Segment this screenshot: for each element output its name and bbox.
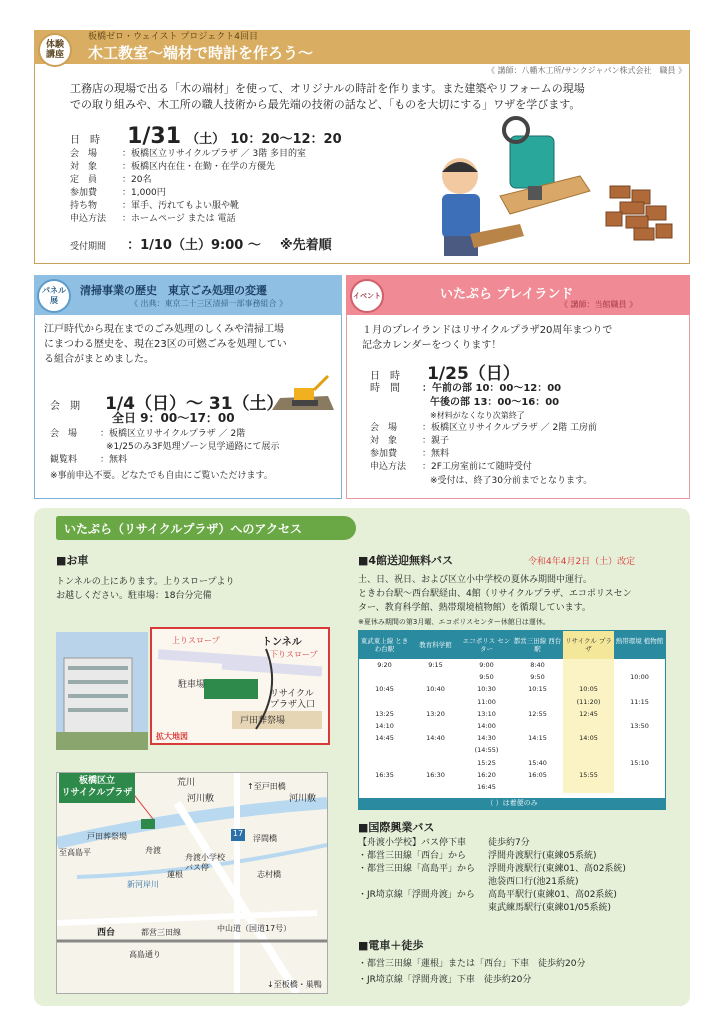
workshop-info-row: 申込方法 ：ホームページ または 電話 <box>70 214 236 224</box>
workshop-date-value: 1/31 <box>127 124 182 149</box>
car-text-2: お越しください。駐車場：18台分完備 <box>56 591 212 601</box>
bus-cell <box>614 708 665 720</box>
workshop-date-time: 10：20～12：20 <box>230 132 342 147</box>
bus-cell: 13:50 <box>630 721 649 730</box>
area-map-label: 板橋区立 リサイクルプラザ <box>59 773 135 803</box>
map-route-17: 17 <box>231 829 245 841</box>
bus-cell <box>410 781 461 793</box>
bus-cell: 9:20 <box>377 661 392 669</box>
bus-cell: (14:55) <box>474 746 499 755</box>
panel-desc-2: にまつわる歴史を、現在23区の可燃ごみを処理してい <box>44 339 287 350</box>
map-shingashi: 新河岸川 <box>127 880 159 889</box>
bus-cell: 15:10 <box>630 758 649 767</box>
bus-cell: 12:55 <box>528 709 547 718</box>
event-badge: イベント <box>350 279 384 313</box>
map-arakawa: 荒川 <box>177 778 196 788</box>
bus-cell <box>563 720 614 732</box>
bus-heading: ■4館送迎無料バス <box>358 554 454 567</box>
kokusai-row: ・都営三田線「高島平」から 浮間舟渡駅行(東練01、高02系統) <box>358 864 626 874</box>
bus-row <box>359 720 665 732</box>
bus-cell: 16:35 <box>375 770 394 779</box>
workshop-info-row: 参加費 ：1,000円 <box>70 188 166 198</box>
car-text-1: トンネルの上にあります。上りスロープより <box>56 577 235 587</box>
bus-cell: 16:45 <box>477 782 496 791</box>
bus-row <box>359 781 665 793</box>
bus-row <box>359 744 665 756</box>
panel-source: 《 出典：東京二十三区清掃一部事務組合 》 <box>130 299 288 308</box>
workshop-desc-1: 工務店の現場で出る「木の端材」を使って、オリジナルの時計を作ります。また建築やリフォームの現場 <box>70 82 585 95</box>
bus-cell <box>359 744 410 756</box>
zoom-tunnel: トンネル <box>262 637 302 648</box>
bus-cell <box>410 696 461 708</box>
event-info-row: 参加費 ：無料 <box>370 449 450 459</box>
bus-cell: 16:30 <box>426 770 445 779</box>
map-mita-line: 都営三田線 <box>141 928 181 937</box>
zoom-down-slope: 下りスロープ <box>270 650 318 659</box>
event-time-pm: 午後の部 13：00～16：00 <box>430 397 560 408</box>
bus-row <box>359 757 665 769</box>
panel-desc-3: る組合がまとめました。 <box>44 354 154 365</box>
event-info-row: 申込方法 ：2F工房室前にて随時受付 <box>370 462 532 472</box>
bus-cell: 8:40 <box>530 661 545 669</box>
bus-cell: 9:15 <box>428 661 443 669</box>
event-info-row: 会 場 ：板橋区立リサイクルプラザ ／ 2階 工房前 <box>370 423 598 433</box>
bus-text-1: 土、日、祝日、および区立小中学校の夏休み期間中運行。 <box>358 575 593 585</box>
bus-cell <box>563 659 614 671</box>
bus-timetable <box>358 630 666 810</box>
bus-cell <box>614 744 665 756</box>
bus-cell <box>512 781 563 793</box>
workshop-title: 木工教室～端材で時計を作ろう～ <box>88 44 314 62</box>
bus-cell <box>512 720 563 732</box>
bus-cell <box>359 696 410 708</box>
map-funado-school: 舟渡小学校 バス停 <box>185 853 225 872</box>
access-title: いたぷら（リサイクルプラザ）へのアクセス <box>64 522 302 536</box>
bus-text-2: ときわ台駅～西台駅経由、4館（リサイクルプラザ、エコポリスセン <box>358 589 632 599</box>
bus-cell: 10:00 <box>630 673 649 682</box>
event-info-row: 対 象 ：親子 <box>370 436 450 446</box>
kokusai-row: 池袋西口行(池21系統) <box>488 877 579 887</box>
workshop-project: 板橋ゼロ・ウェイスト プロジェクト4回目 <box>88 32 258 42</box>
panel-note: ※事前申込不要。どなたでも自由にご覧いただけます。 <box>50 471 273 481</box>
bus-cell <box>614 769 665 781</box>
bus-cell <box>512 744 563 756</box>
bus-text-3: ター、教育科学館、熱帯環境植物館）を循環しています。 <box>358 603 591 613</box>
bus-cell <box>410 671 461 683</box>
bus-cell: 9:50 <box>479 673 494 682</box>
woodworking-illustration <box>420 116 680 256</box>
building-photo <box>56 632 148 750</box>
workshop-info-row: 会 場 ：板橋区立リサイクルプラザ ／ 3階 多目的室 <box>70 149 307 159</box>
bus-cell <box>359 781 410 793</box>
bus-row <box>359 732 665 744</box>
workshop-info-row: 定 員 ：20名 <box>70 175 152 185</box>
bus-cell: 14:00 <box>477 721 496 730</box>
train-route-2: ・JR埼京線「浮間舟渡」下車 徒歩約20分 <box>358 975 532 985</box>
workshop-info-list <box>70 148 306 226</box>
panel-period-hours: 全日 9：00～17：00 <box>112 411 235 425</box>
bus-cell <box>563 757 614 769</box>
bus-cell <box>614 732 665 744</box>
bus-cell: (11:20) <box>563 696 614 708</box>
map-to-toda: ↑至戸田橋 <box>247 782 286 791</box>
bus-row <box>359 671 665 683</box>
zoom-caption: 拡大地図 <box>156 732 188 741</box>
map-hasune: 蓮根 <box>167 870 183 879</box>
bus-cell <box>614 659 665 671</box>
bus-rows <box>359 659 665 793</box>
bus-footer: （ ）は着便のみ <box>359 798 665 809</box>
panel-title: 清掃事業の歴史 東京ごみ処理の変遷 <box>80 284 267 297</box>
train-heading: ■電車＋徒歩 <box>358 939 424 952</box>
map-nishidai: 西台 <box>97 928 116 938</box>
bus-cell: 15:55 <box>563 769 614 781</box>
bus-cell: 10:45 <box>375 685 394 694</box>
workshop-accept-row: 受付期間 ：1/10（土）9:00 ～ ※先着順 <box>70 238 332 253</box>
bus-cell <box>614 683 665 695</box>
bus-cell: 14:15 <box>528 734 547 743</box>
event-title: いたぷら プレイランド <box>440 287 574 302</box>
zoom-map <box>150 627 330 745</box>
bus-row <box>359 683 665 695</box>
bus-cell: 12:45 <box>563 708 614 720</box>
workshop-badge: 体験 講座 <box>38 33 72 67</box>
event-info-list <box>370 422 597 474</box>
bus-cell <box>359 671 410 683</box>
car-heading: ■お車 <box>56 554 89 567</box>
kokusai-row: ・都営三田線「西台」から 浮間舟渡駅行(東練05系統) <box>358 851 597 861</box>
map-toda-funeral: 戸田葬祭場 <box>87 832 127 841</box>
bus-cell: 15:25 <box>477 758 496 767</box>
area-map-drawing <box>57 773 327 993</box>
panel-venue-note: ※1/25のみ3F処理ゾーン見学通路にて展示 <box>106 442 280 452</box>
workshop-date-row <box>70 124 342 149</box>
event-desc-1: １月のプレイランドはリサイクルプラザ20周年まつりで <box>362 325 613 336</box>
bus-row <box>359 696 665 708</box>
bus-cell <box>410 744 461 756</box>
bus-cell <box>563 744 614 756</box>
bus-cell: 15:40 <box>528 758 547 767</box>
bus-cell: 13:25 <box>375 709 394 718</box>
workshop-instructor: 《 講師：八幡木工所/サンクジャパン株式会社 職員 》 <box>486 66 686 75</box>
event-apply-note: ※受付は、終了30分前までとなります。 <box>430 476 593 486</box>
zoom-up-slope: 上りスロープ <box>172 636 220 645</box>
map-takashimadaira: 至高島平 <box>59 848 91 857</box>
event-desc-2: 記念カレンダーをつくります！ <box>362 340 502 351</box>
bus-cell <box>410 757 461 769</box>
bus-row <box>359 708 665 720</box>
bus-cell <box>563 781 614 793</box>
bus-revised: 令和4年4月2日（土）改定 <box>528 557 636 567</box>
bus-cell: 14:40 <box>426 734 445 743</box>
kokusai-row: 東武練馬駅行(東練01/05系統) <box>488 903 611 913</box>
bus-cell <box>512 696 563 708</box>
map-shimura: 志村橋 <box>257 870 281 879</box>
kokusai-row: 【舟渡小学校】バス停下車 徒歩約7分 <box>358 838 530 848</box>
panel-period-row: 会 期 1/4（日）～ 31（土） <box>50 394 284 414</box>
panel-badge: パネル 展 <box>37 279 71 313</box>
workshop-info-row: 対 象 ：板橋区内在住・在勤・在学の方優先 <box>70 162 276 172</box>
bus-cell: 13:20 <box>426 709 445 718</box>
bus-cell: 16:05 <box>528 770 547 779</box>
event-time-row: 時 間 ：午前の部 10：00～12：00 <box>370 383 562 394</box>
event-time-note: ※材料がなくなり次第終了 <box>430 411 525 420</box>
bus-cell: 11:15 <box>630 697 649 706</box>
bus-cell: 9:50 <box>530 673 545 682</box>
bus-cell: 10:40 <box>426 685 445 694</box>
bus-cell: 10:05 <box>563 683 614 695</box>
bus-cell: 11:00 <box>477 697 496 706</box>
bus-cell <box>359 757 410 769</box>
bus-cell: 16:20 <box>477 770 496 779</box>
workshop-desc-2: での取り組みや、木工所の職人技術から最先端の技術の話など、「ものを大切にする」ワザを学びます。 <box>70 98 581 111</box>
map-nakasendo: 中山道（国道17号） <box>217 924 292 933</box>
workshop-info-row: 持ち物 ：軍手、汚れてもよい服や靴 <box>70 201 240 211</box>
map-takashima-st: 高島通り <box>129 950 161 959</box>
bus-cell: 10:30 <box>477 685 496 694</box>
map-ukima: 浮間橋 <box>253 834 277 843</box>
event-date-row: 日 時 1/25（日） <box>370 364 520 384</box>
panel-venue-row: 会 場 ：板橋区立リサイクルプラザ ／ 2階 <box>50 429 246 439</box>
zoom-parking: 駐車場 <box>178 680 206 690</box>
panel-desc-1: 江戸時代から現在までのごみ処理のしくみや清掃工場 <box>44 324 284 335</box>
bus-cell <box>410 720 461 732</box>
kokusai-row: ・JR埼京線「浮間舟渡」から 高島平駅行(東練01、高02系統) <box>358 890 617 900</box>
bus-note: ※夏休み期間の第3月曜、エコポリスセンター休館日は運休。 <box>358 618 550 626</box>
bus-cell: 10:15 <box>528 685 547 694</box>
zoom-funeral: 戸田葬祭場 <box>240 716 286 726</box>
train-route-1: ・都営三田線「蓮根」または「西台」下車 徒歩約20分 <box>358 959 586 969</box>
bus-row <box>359 769 665 781</box>
bus-cell: 9:00 <box>479 661 494 669</box>
bus-cell: 14:10 <box>375 721 394 730</box>
bus-cell: 14:45 <box>375 734 394 743</box>
bus-table-header: 東武東上線 ときわ台駅 教育科学館 エコポリス センター 都営三田線 西台駅 リサイクル プラザ 熱帯環境 植物館 <box>359 631 665 659</box>
kokusai-list <box>358 837 626 915</box>
workshop-date-dow: （土） <box>186 132 226 147</box>
bus-cell: 14:30 <box>477 734 496 743</box>
map-to-itabashi: ↓至板橋・巣鴨 <box>267 980 322 989</box>
kokusai-heading: ■国際興業バス <box>358 821 435 834</box>
map-kawaguchi-2: 河川敷 <box>289 794 317 804</box>
map-funado: 舟渡 <box>145 846 161 855</box>
bus-cell: 13:10 <box>477 709 496 718</box>
workshop-date-label: 日 時 <box>70 135 100 146</box>
area-map <box>56 772 328 994</box>
bus-row <box>359 659 665 671</box>
bus-cell: 14:05 <box>563 732 614 744</box>
bus-cell <box>614 781 665 793</box>
panel-fee-row: 観覧料 ：無料 <box>50 455 128 465</box>
event-instructor: 《 講師：当館職員 》 <box>560 300 638 309</box>
map-kawaguchi-1: 河川敷 <box>187 794 215 804</box>
bus-cell <box>563 671 614 683</box>
zoom-entrance: リサイクル プラザ入口 <box>270 689 316 710</box>
